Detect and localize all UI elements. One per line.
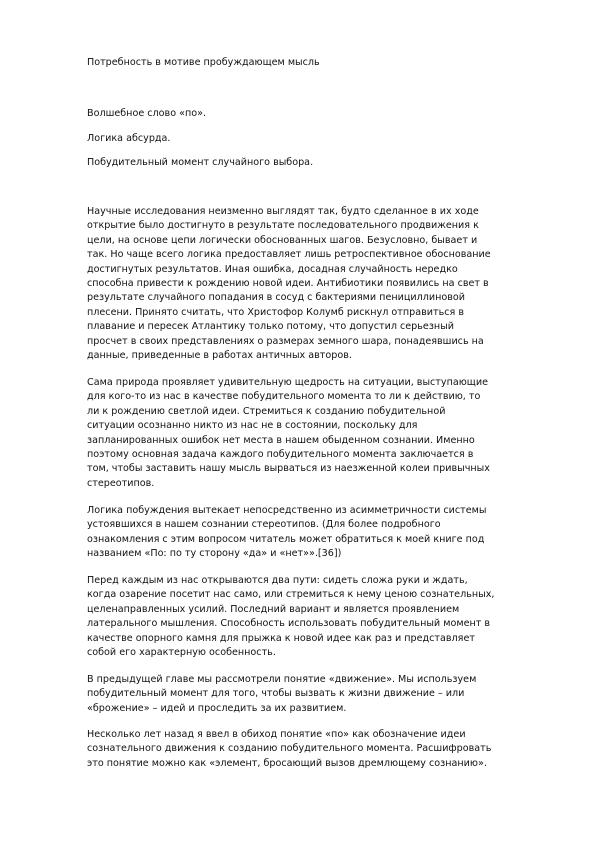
body-paragraph <box>87 728 547 771</box>
paragraph-line: цели, на основе цепи логически обоснованных шагов. Безусловно, бывает и <box>87 234 478 246</box>
paragraph-line: когда озарение посетит нас само, или стремиться к нему ценою сознательных, <box>87 589 495 601</box>
paragraph-line: Несколько лет назад я ввел в обиход понятие «по» как обозначение идеи <box>87 729 466 740</box>
paragraph-line: плавание и пересек Атлантику только потому, что допустил серьезный <box>87 321 455 333</box>
paragraph-line: ли к рождению светлой идеи. Стремиться к созданию побудительной <box>87 405 446 417</box>
intro-line: Логика абсурда. <box>87 133 171 144</box>
paragraph-line: собой его характерную особенность. <box>87 646 276 658</box>
paragraph-line: результате случайного попадания в сосуд с бактериями пенициллиновой <box>87 292 466 304</box>
paragraph-line: качестве опорного камня для прыжка к новой идее как раз и представляет <box>87 632 475 644</box>
paragraph-line: ситуации осознанно никто из нас не в состоянии, поскольку для <box>87 420 418 432</box>
paragraph-line: «брожение» – идей и проследить за их развитием. <box>87 702 347 714</box>
body-paragraph <box>87 376 547 491</box>
intro-line: Волшебное слово «по». <box>87 108 207 119</box>
paragraph-line: сознательного движения к созданию побудительного момента. Расшифровать <box>87 743 492 755</box>
body-paragraph <box>87 205 547 363</box>
paragraph-line: целенаправленных усилий. Последний вариант и является проявлением <box>87 603 460 615</box>
paragraph-line: плесени. Принято считать, что Христофор Колумб рискнул отправиться в <box>87 306 464 318</box>
body-paragraph <box>87 673 547 716</box>
paragraph-line: достигнутых результатов. Иная ошибка, досадная случайность нередко <box>87 263 458 275</box>
body-paragraph <box>87 504 547 562</box>
paragraph-line: В предыдущей главе мы рассмотрели понятие «движение». Мы используем <box>87 674 477 685</box>
paragraph-line: ознакомления с этим вопросом читатель может обратиться к моей книге под <box>87 533 485 545</box>
document-title: Потребность в мотиве пробуждающем мысль <box>87 57 320 68</box>
paragraph-line: открытие было достигнуто в результате последовательного продвижения к <box>87 220 479 232</box>
paragraph-line: Логика побуждения вытекает непосредственно из асимметричности системы <box>87 505 487 516</box>
paragraph-line: поэтому основная задача каждого побудительного момента заключается в <box>87 448 474 460</box>
paragraph-line: названием «По: по ту сторону «да» и «нет»».[36]) <box>87 548 342 560</box>
intro-line: Побудительный момент случайного выбора. <box>87 157 314 168</box>
paragraph-line: побудительный момент для того, чтобы вызвать к жизни движение – или <box>87 688 465 700</box>
paragraph-line: способна привести к рождению новой идеи. Антибиотики появились на свет в <box>87 277 489 289</box>
paragraph-line: запланированных ошибок нет места в нашем обыденном сознании. Именно <box>87 434 475 446</box>
body-paragraph <box>87 574 547 660</box>
paragraph-line: стереотипов. <box>87 477 155 489</box>
paragraph-line: устоявшихся в нашем сознании стереотипов. (Для более подробного <box>87 519 441 531</box>
paragraph-line: Сама природа проявляет удивительную щедрость на ситуации, выступающие <box>87 377 488 388</box>
paragraph-line: для кого-то из нас в качестве побудительного момента то ли к действию, то <box>87 391 481 403</box>
paragraph-line: Перед каждым из нас открываются два пути: сидеть сложа руки и ждать, <box>87 575 468 586</box>
paragraph-line: просчет в своих представлениях о размерах земного шара, понадеявшись на <box>87 335 484 347</box>
paragraph-line: том, чтобы заставить нашу мысль вырваться из наезженной колеи привычных <box>87 463 490 475</box>
paragraph-line: латерального мышления. Способность использовать побудительный момент в <box>87 618 491 630</box>
paragraph-line: так. Но чаще всего логика предоставляет лишь ретроспективное обоснование <box>87 249 491 261</box>
paragraph-line: Научные исследования неизменно выглядят так, будто сделанное в их ходе <box>87 206 479 217</box>
paragraph-line: это понятие можно как «элемент, бросающий вызов дремлющему сознанию». <box>87 757 487 769</box>
paragraph-line: данные, приведенные в работах античных авторов. <box>87 349 352 361</box>
